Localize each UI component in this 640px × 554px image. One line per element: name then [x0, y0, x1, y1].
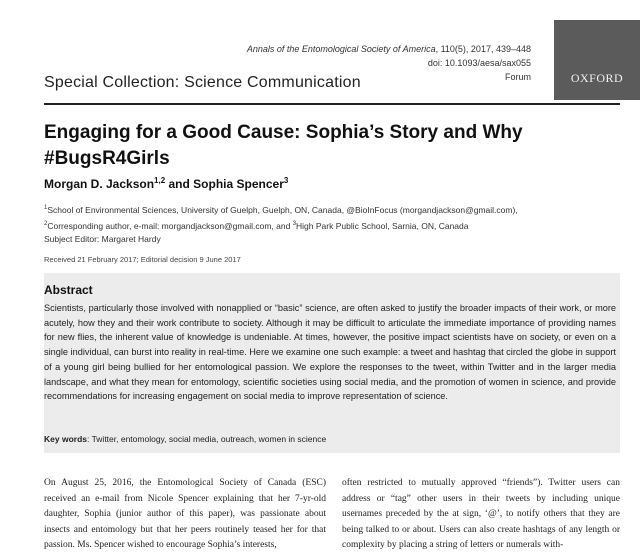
- keywords-list: : Twitter, entomology, social media, outreach, women in science: [87, 434, 327, 444]
- author-affiliation-marker: 3: [283, 176, 289, 185]
- journal-name: Annals of the Entomological Society of America: [246, 44, 436, 54]
- collection-title: Special Collection: Science Communication: [44, 74, 361, 91]
- article-section: Forum: [504, 72, 531, 82]
- subject-editor: Subject Editor: Margaret Hardy: [44, 234, 161, 244]
- author-affiliation-marker: 1,2: [154, 176, 166, 185]
- body-column-left: On August 25, 2016, the Entomological Society of Canada (ESC) received an e-mail from Nicole Spencer explaining that her 7-yr-old daughter, Sophia (junior author of this paper), was passionate about insects and entomology but that her peers routinely teased her for that passion. Ms. Spencer wished to encourage Sophia’s interests,: [44, 478, 326, 550]
- abstract-heading: Abstract: [44, 283, 93, 297]
- affiliation-text: School of Environmental Sciences, University of Guelph, Guelph, ON, Canada, @BioInFocus (morgandjackson@gmail.com),: [47, 204, 518, 215]
- header-divider: [44, 103, 620, 105]
- author-line: [44, 176, 288, 191]
- received-dates: Received 21 February 2017; Editorial decision 9 June 2017: [44, 255, 241, 264]
- abstract-text: Scientists, particularly those involved with nonapplied or “basic” science, are often asked to justify the broader impacts of their work, or more acutely, how they and their work contribute to society. Although it may be difficult to articulate the immediate importance of providing names for new flies, the inherent value of knowledge is undeniable. At times, however, the positive impact scientists have on society, or even on a single individual, can burst into reality in real-time. Here we examine one such example: a tweet and hashtag that circled the globe in support of a young girl being bullied for her entomological passion. We explore the responses to the tweet, within Twitter and in the larger media landscape, and what they mean for entomology, scientific societies using social media, and the promotion of women in science, and provide recommendations for increasing engagement on social media to improve representation of science.: [44, 303, 616, 402]
- keywords-label: Key words: [44, 434, 87, 444]
- doi[interactable]: doi: 10.1093/aesa/sax055: [427, 58, 531, 68]
- keywords: [44, 434, 614, 444]
- author-name: Sophia Spencer: [193, 177, 284, 191]
- author-name: Morgan D. Jackson: [44, 177, 155, 191]
- journal-citation: , 110(5), 2017, 439–448: [435, 44, 531, 54]
- affiliation-marker: 3: [292, 220, 297, 227]
- author-conjunction: and: [165, 177, 194, 191]
- oxford-logo: [554, 20, 640, 100]
- affiliation-marker: 1: [44, 205, 48, 211]
- oxford-logo-text: OXFORD: [570, 71, 624, 85]
- affiliation-text: High Park Public School, Sarnia, ON, Canada: [296, 220, 469, 231]
- affiliation-marker: 2: [44, 220, 48, 227]
- affiliations: [44, 201, 624, 233]
- affiliation-text: Corresponding author, e-mail: morgandjackson@gmail.com, and: [47, 220, 293, 231]
- article-title: Engaging for a Good Cause: Sophia’s Story and Why #BugsR4Girls: [44, 122, 523, 169]
- body-column-right: often restricted to mutually approved “friends”). Twitter users can address or “tag” other users in their tweets by including unique usernames preceded by the at sign, ‘@’, to notify others that they are being talked to or about. Users can also create hashtags of any length or complexity by placing a string of letters or numerals with-: [342, 478, 620, 550]
